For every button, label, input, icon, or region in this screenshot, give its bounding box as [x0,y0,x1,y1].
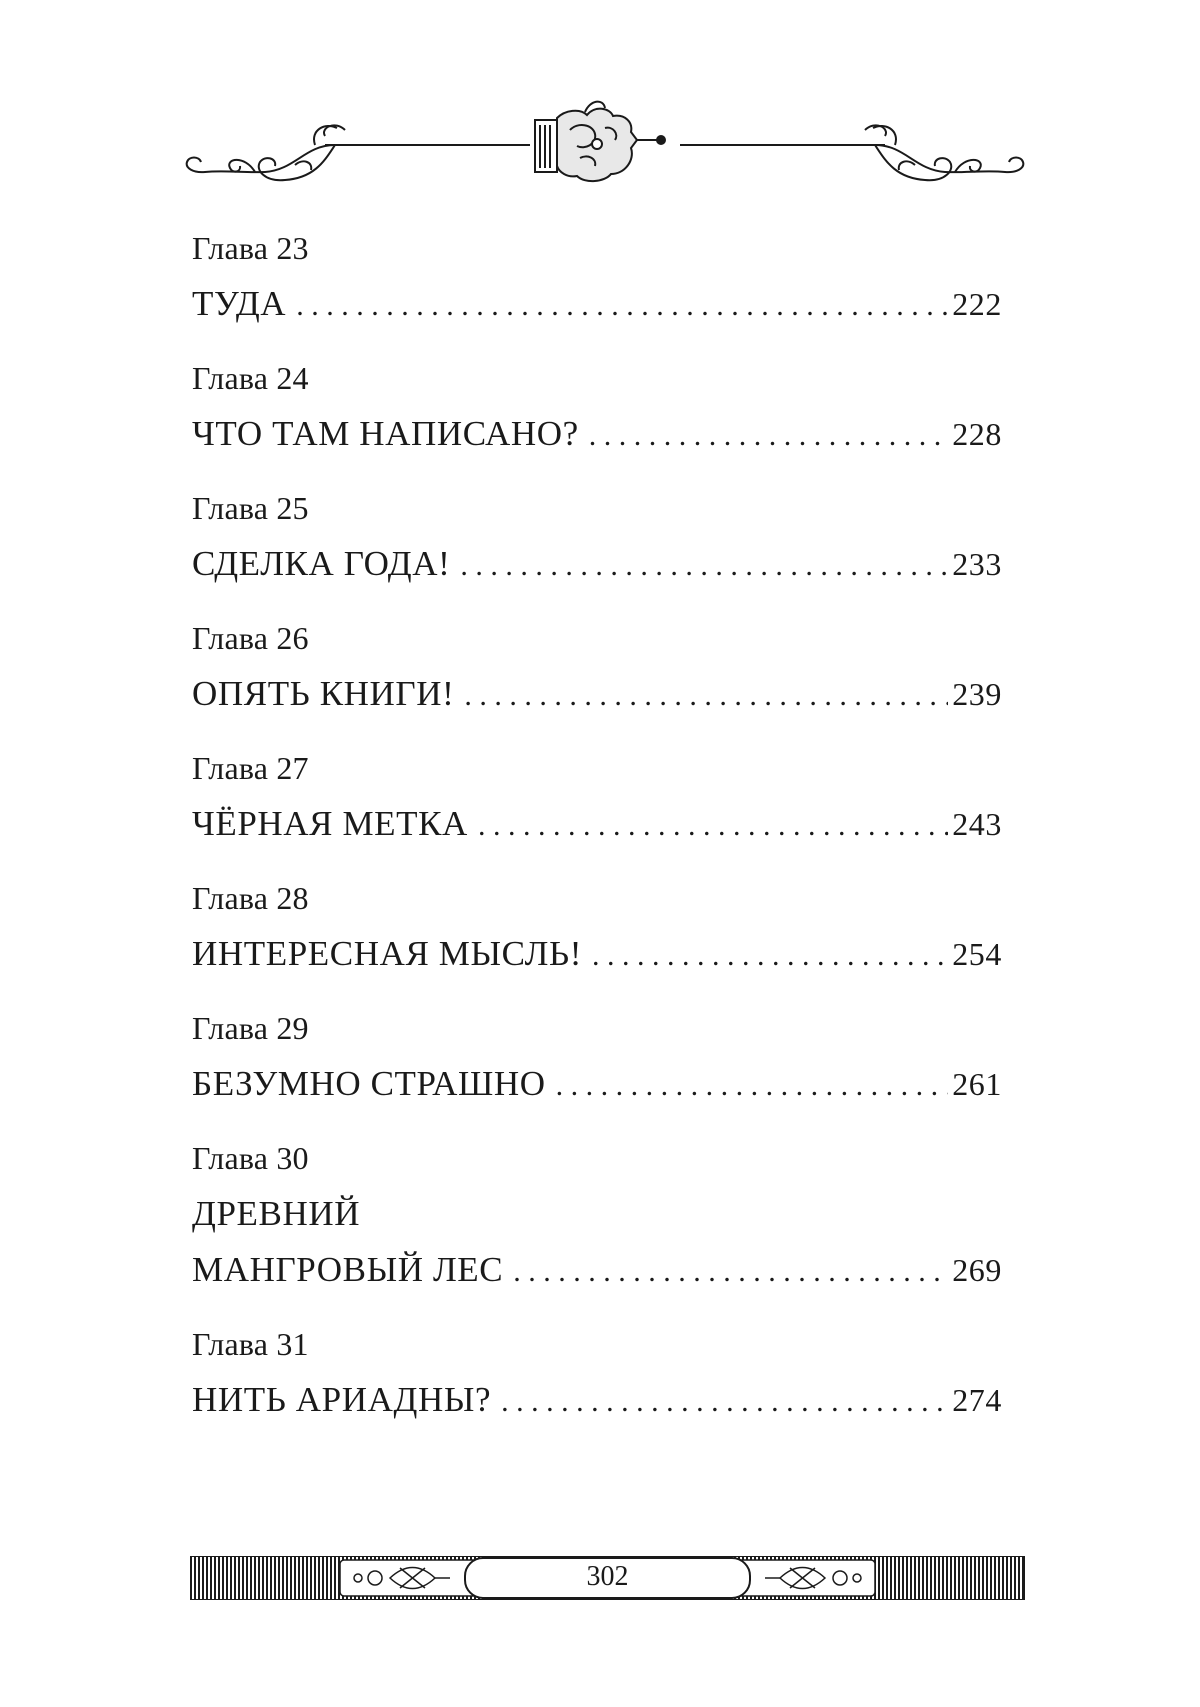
dot-leader [460,546,948,586]
page-reference: 228 [952,416,1002,452]
toc-entry[interactable] [192,878,1002,974]
toc-entry[interactable] [192,1008,1002,1104]
page-reference: 274 [952,1382,1002,1418]
dot-leader [513,1252,948,1292]
chapter-title-row [192,1380,1002,1420]
page-reference: 243 [952,806,1002,842]
page-reference: 239 [952,676,1002,712]
dot-leader [556,1066,949,1106]
toc-entry[interactable] [192,488,1002,584]
chapter-title-row [192,934,1002,974]
dot-leader [296,286,948,326]
chapter-number: Глава 29 [192,1010,309,1046]
chapter-number: Глава 26 [192,620,309,656]
lock-scroll-ornament-icon [185,100,1025,220]
toc-entry[interactable] [192,1324,1002,1420]
chapter-number: Глава 24 [192,360,309,396]
chapter-title: СДЕЛКА ГОДА! [192,544,451,583]
page-reference: 261 [952,1066,1002,1102]
page-footer [190,1556,1025,1600]
page-number: 302 [586,1561,629,1592]
page-reference: 254 [952,936,1002,972]
chapter-title-row [192,284,1002,324]
chapter-number: Глава 30 [192,1140,309,1176]
chapter-title: ЧЁРНАЯ МЕТКА [192,804,468,843]
page-reference: 269 [952,1252,1002,1288]
chapter-title-row [192,804,1002,844]
chapter-title-row [192,1064,1002,1104]
chapter-number: Глава 28 [192,880,309,916]
table-of-contents [192,228,1002,1454]
chapter-number: Глава 25 [192,490,309,526]
chapter-title: ОПЯТЬ КНИГИ! [192,674,455,713]
dot-leader [589,416,948,456]
chapter-number: Глава 31 [192,1326,309,1362]
page-reference: 222 [952,286,1002,322]
dot-leader [592,936,948,976]
chapter-number: Глава 23 [192,230,309,266]
chapter-title-row [192,414,1002,454]
toc-entry[interactable] [192,748,1002,844]
chapter-title: БЕЗУМНО СТРАШНО [192,1064,546,1103]
chapter-title-line: ДРЕВНИЙ [192,1194,361,1233]
chapter-title-row [192,1250,1002,1290]
dot-leader [464,676,948,716]
dot-leader [478,806,948,846]
toc-entry[interactable] [192,1138,1002,1290]
chapter-title-row [192,674,1002,714]
toc-entry[interactable] [192,228,1002,324]
chapter-title: ЧТО ТАМ НАПИСАНО? [192,414,579,453]
chapter-title: НИТЬ АРИАДНЫ? [192,1380,492,1419]
dot-leader [501,1382,948,1422]
chapter-number: Глава 27 [192,750,309,786]
toc-entry[interactable] [192,358,1002,454]
chapter-title: ТУДА [192,284,287,323]
chapter-title: ИНТЕРЕСНАЯ МЫСЛЬ! [192,934,582,973]
page-reference: 233 [952,546,1002,582]
toc-entry[interactable] [192,618,1002,714]
chapter-title-row [192,544,1002,584]
chapter-title: МАНГРОВЫЙ ЛЕС [192,1250,504,1289]
